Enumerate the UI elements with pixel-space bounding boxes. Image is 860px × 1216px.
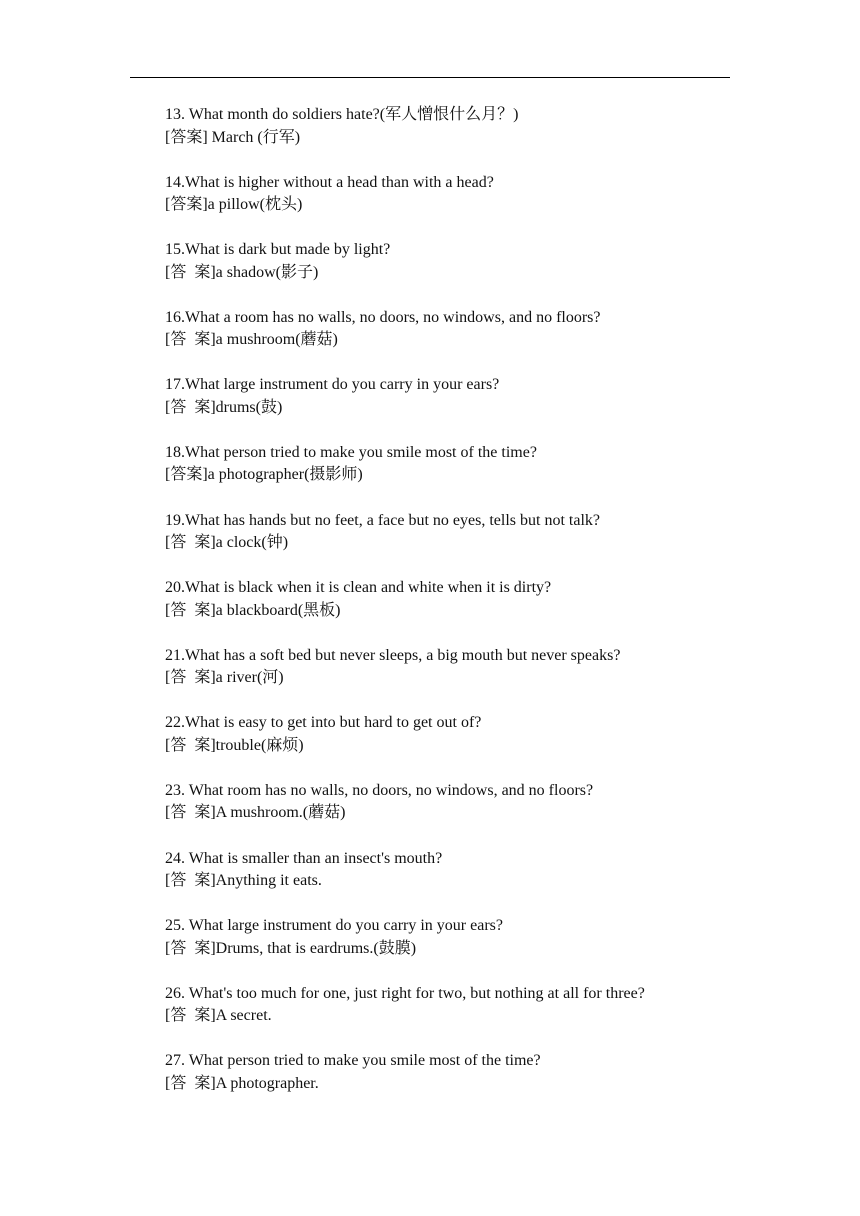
riddle-question: 27. What person tried to make you smile most of the time? (165, 1052, 541, 1070)
riddle-item (165, 374, 745, 442)
riddle-item (165, 307, 745, 375)
riddle-question: 15.What is dark but made by light? (165, 241, 391, 259)
riddle-answer: [答案]a photographer(摄影师) (165, 466, 363, 484)
riddle-answer: [答 案]Anything it eats. (165, 872, 322, 890)
riddle-question: 16.What a room has no walls, no doors, no windows, and no floors? (165, 308, 601, 326)
riddle-item (165, 780, 745, 848)
riddle-answer: [答 案]trouble(麻烦) (165, 736, 304, 754)
riddle-answer: [答 案]A secret. (165, 1007, 272, 1025)
riddle-answer: [答 案]a river(河) (165, 669, 284, 687)
riddle-item (165, 1050, 745, 1118)
riddle-item (165, 983, 745, 1051)
header-rule (130, 77, 730, 78)
riddle-question: 23. What room has no walls, no doors, no windows, and no floors? (165, 781, 594, 799)
riddle-item (165, 172, 745, 240)
riddle-answer: [答 案]a shadow(影子) (165, 263, 319, 281)
riddle-answer: [答 案]A mushroom.(蘑菇) (165, 804, 346, 822)
riddle-question: 24. What is smaller than an insect's mouth? (165, 849, 443, 867)
riddle-list (165, 104, 745, 1118)
riddle-item (165, 848, 745, 916)
riddle-answer: [答 案]Drums, that is eardrums.(鼓膜) (165, 939, 417, 957)
riddle-item (165, 577, 745, 645)
riddle-question: 19.What has hands but no feet, a face but no eyes, tells but not talk? (165, 511, 600, 529)
riddle-answer: [答 案]A photographer. (165, 1074, 319, 1092)
riddle-question: 25. What large instrument do you carry in your ears? (165, 917, 503, 935)
riddle-answer: [答 案]a clock(钟) (165, 534, 289, 552)
riddle-question: 13. What month do soldiers hate?(军人憎恨什么月？) (165, 106, 519, 123)
riddle-question: 14.What is higher without a head than with a head? (165, 173, 494, 191)
riddle-question: 18.What person tried to make you smile most of the time? (165, 443, 537, 461)
riddle-item (165, 510, 745, 578)
riddle-item (165, 645, 745, 713)
riddle-item (165, 915, 745, 983)
riddle-question: 26. What's too much for one, just right for two, but nothing at all for three? (165, 984, 645, 1002)
riddle-item (165, 104, 745, 172)
riddle-item (165, 442, 745, 510)
riddle-question: 20.What is black when it is clean and white when it is dirty? (165, 579, 552, 597)
riddle-item (165, 712, 745, 780)
riddle-answer: [答案] March (行军) (165, 128, 301, 146)
riddle-item (165, 239, 745, 307)
riddle-answer: [答 案]a blackboard(黑板) (165, 601, 341, 619)
riddle-question: 17.What large instrument do you carry in your ears? (165, 376, 500, 394)
riddle-question: 21.What has a soft bed but never sleeps, a big mouth but never speaks? (165, 646, 621, 664)
riddle-answer: [答案]a pillow(枕头) (165, 196, 303, 214)
riddle-answer: [答 案]drums(鼓) (165, 398, 283, 416)
riddle-answer: [答 案]a mushroom(蘑菇) (165, 331, 338, 349)
riddle-question: 22.What is easy to get into but hard to get out of? (165, 714, 482, 732)
